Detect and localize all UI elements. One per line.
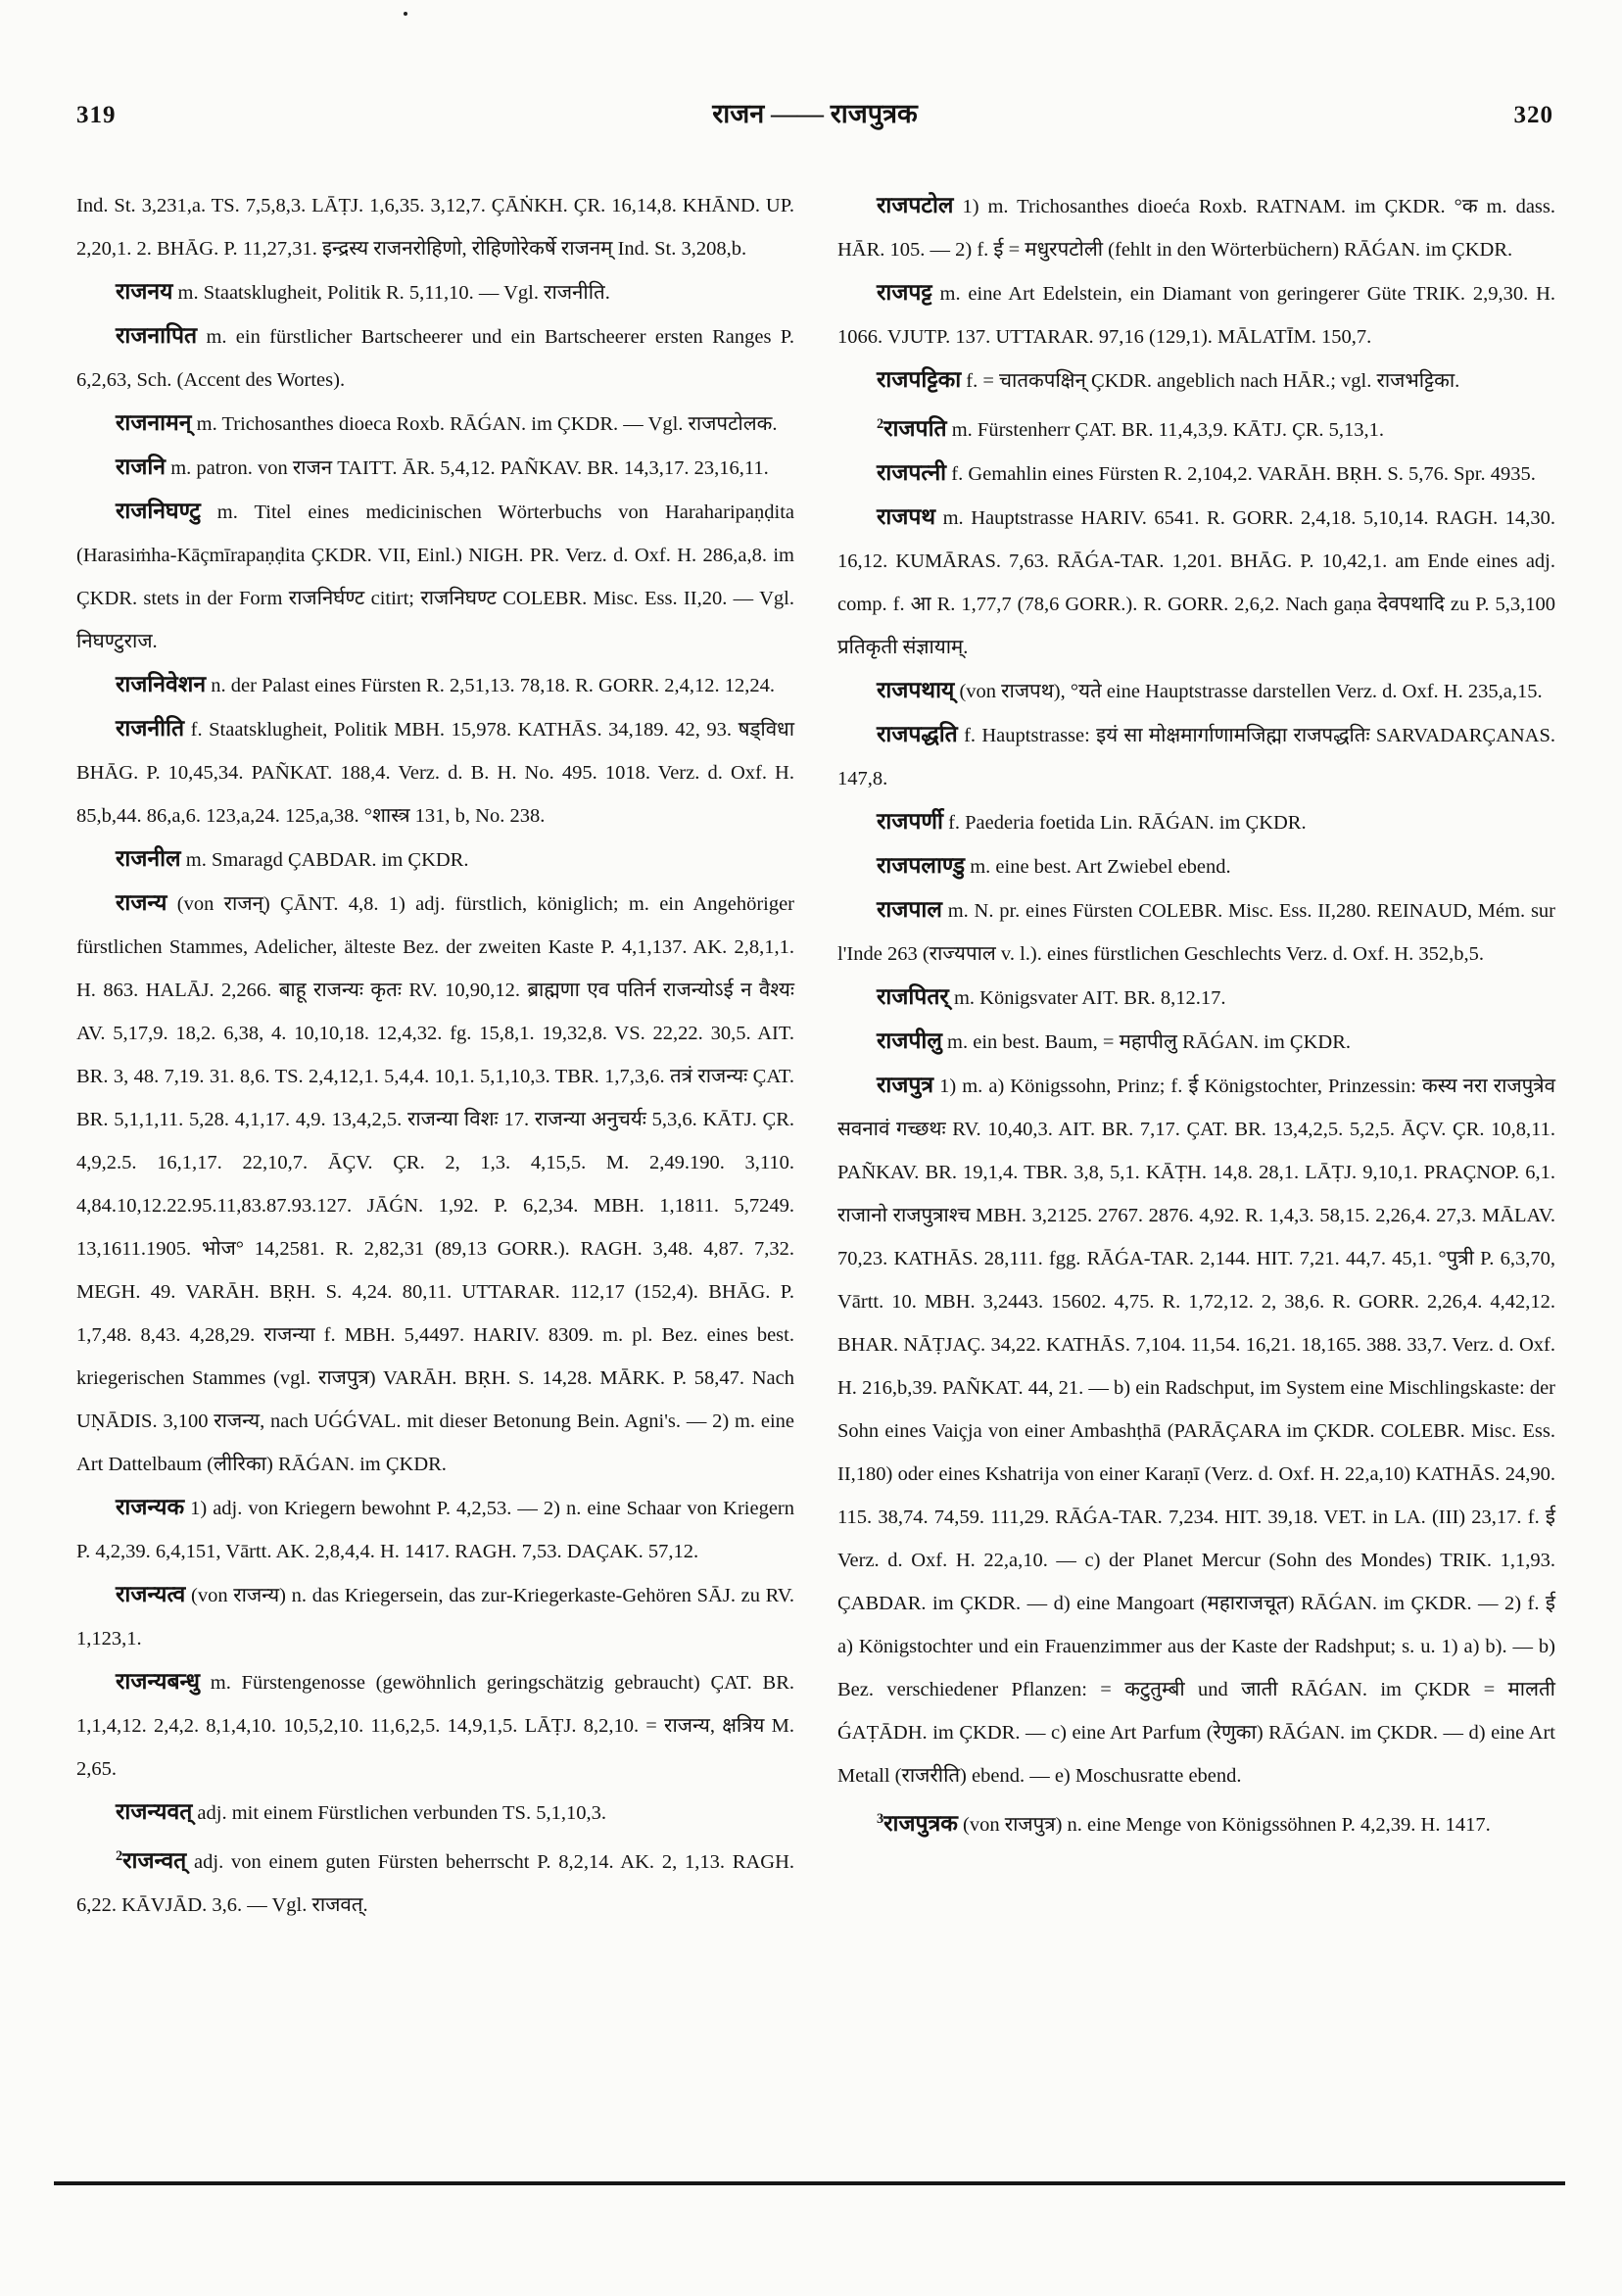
entry-body: adj. mit einem Fürstlichen verbunden TS. 5,1,10,3. (197, 1802, 606, 1824)
homonym-number: 3 (877, 1810, 884, 1827)
entry-headword: राजपट्ट (877, 280, 932, 305)
dictionary-entry (837, 403, 1555, 452)
entry-headword: राजनीति (116, 716, 185, 741)
dictionary-entry (837, 1797, 1555, 1846)
dictionary-entry (837, 669, 1555, 713)
entry-body: 1) m. a) Königssohn, Prinz; f. ई Königstochter, Prinzessin: कस्य नरा राजपुत्रेव सवनावं गच्छथः RV. 10,40,3. AIT. BR. 7,17. ÇAT. BR. 13,4,2,5. 5,2,5. ĀÇV. ÇR. 10,8,11. PAÑKAV. BR. 19,1,4. TBR. 3,8, 5,1. KĀṬH. 14,8. 28,1. LĀṬJ. 9,10,1. PRAÇNOP. 6,1. राजानो राजपुत्राश्च MBH. 3,2125. 2767. 2876. 4,92. R. 1,4,3. 58,15. 2,26,4. 27,3. MĀLAV. 70,23. KATHĀS. 28,111. fgg. RĀǴA-TAR. 2,144. HIT. 7,21. 44,7. 45,1. °पुत्री P. 6,3,70, Vārtt. 10. MBH. 3,2443. 15602. 4,75. R. 1,72,12. 2, 38,6. R. GORR. 2,26,4. 4,42,12. BHAR. NĀṬJAÇ. 34,22. KATHĀS. 7,104. 11,54. 16,21. 18,165. 388. 33,7. Verz. d. Oxf. H. 216,b,39. PAÑKAT. 44, 21. — b) ein Radschput, im System eine Mischlingskaste: der Sohn eines Vaiçja von einer Ambashṭhā (PARĀÇARA im ÇKDR. COLEBR. Misc. Ess. II,180) oder eines Kshatrija von einer Karaṇī (Verz. d. Oxf. H. 22,a,10) KATHĀS. 24,90. 115. 38,74. 74,59. 111,29. RĀǴA-TAR. 7,234. HIT. 39,18. VET. in LA. (III) 23,17. f. ई Verz. d. Oxf. H. 22,a,10. — c) der Planet Mercur (Sohn des Mondes) TRIK. 1,1,93. ÇABDAR. im ÇKDR. — d) eine Mangoart (महाराजचूत) RĀǴAN. im ÇKDR. — 2) f. ई a) Königstochter und ein Frauenzimmer aus der Kaste der Radshput; s. u. 1) a) b). — b) Bez. verschiedener Pflanzen: = कटुतुम्बी und जाती RĀǴAN. im ÇKDR = मालती ǴAṬĀDH. im ÇKDR. — c) eine Art Parfum (रेणुका) RĀǴAN. im ÇKDR. — d) eine Art Metall (राजरीति) ebend. — e) Moschusratte ebend. (837, 1075, 1556, 1787)
entry-body: (von राजन्य) n. das Kriegersein, das zur-Kriegerkaste-Gehören SĀJ. zu RV. 1,123,1. (76, 1585, 795, 1650)
bottom-rule (54, 2181, 1565, 2185)
dictionary-entry (76, 1573, 794, 1660)
entry-headword: राजपीलु (877, 1028, 942, 1053)
left-column (76, 184, 794, 1927)
entry-body: m. Titel eines medicinischen Wörterbuchs von Haraharipaṇḍita (Harasiṁha-Kāçmīrapaṇḍita ÇKDR. VII, Einl.) NIGH. PR. Verz. d. Oxf. H. 286,a,8. im ÇKDR. stets in der Form राजनिर्घण्ट citirt; राजनिघण्ट COLEBR. Misc. Ess. II,20. — Vgl. निघण्टुराज. (76, 502, 794, 652)
entry-headword: राजनि (116, 454, 167, 479)
entry-body: (von राजपुत्र) n. eine Menge von Königssöhnen P. 4,2,39. H. 1417. (963, 1813, 1491, 1836)
entry-headword: राजन्यबन्धु (116, 1669, 201, 1694)
dictionary-entry (76, 882, 794, 1486)
entry-body: (von राजन्) ÇĀNT. 4,8. 1) adj. fürstlich, königlich; m. ein Angehöriger fürstlichen Stammes, Adelicher, älteste Bez. der zweiten Kaste P. 4,1,137. AK. 2,8,1,1. H. 863. HALĀJ. 2,266. बाहू राजन्यः कृतः RV. 10,90,12. ब्राह्मणा एव पतिर्न राजन्योऽई न वैश्यः AV. 5,17,9. 18,2. 6,38, 4. 10,10,18. 12,4,32. fg. 15,8,1. 19,32,8. VS. 22,22. 30,5. AIT. BR. 3, 48. 7,19. 31. 8,6. TS. 2,4,12,1. 5,4,4. 10,1. 5,1,10,3. TBR. 1,7,3,6. तत्रं राजन्यः ÇAT. BR. 5,1,1,11. 5,28. 4,1,17. 4,9. 13,4,2,5. राजन्या विशः 17. राजन्या अनुचर्यः 5,3,6. KĀTJ. ÇR. 4,9,2.5. 16,1,17. 22,10,7. ĀÇV. ÇR. 2, 1,3. 4,15,5. M. 2,49.190. 3,110. 4,84.10,12.22.95.11,83.87.93.127. JĀǴN. 1,92. P. 6,2,34. MBH. 1,1811. 5,7249. 13,1611.1905. भोज° 14,2581. R. 2,82,31 (89,13 GORR.). RAGH. 3,48. 4,87. 7,32. MEGH. 49. VARĀH. BṚH. S. 4,24. 80,11. UTTARAR. 112,17 (152,4). BHĀG. P. 1,7,48. 8,43. 4,28,29. राजन्या f. MBH. 5,4497. HARIV. 8309. m. pl. Bez. eines best. kriegerischen Stammes (vgl. राजपुत्र) VARĀH. BṚH. S. 14,28. MĀRK. P. 58,47. Nach UṆĀDIS. 3,100 राजन्य, nach UǴǴVAL. mit dieser Betonung Bein. Agni's. — 2) m. eine Art Dattelbaum (लीरिका) RĀǴAN. im ÇKDR. (76, 893, 795, 1475)
entry-body: m. eine Art Edelstein, ein Diamant von geringerer Güte TRIK. 2,9,30. H. 1066. VJUTP. 137. UTTARAR. 97,16 (129,1). MĀLATĪM. 150,7. (837, 283, 1555, 348)
entry-body: m. Fürstengenosse (gewöhnlich geringschätzig gebraucht) ÇAT. BR. 1,1,4,12. 2,4,2. 8,1,4,10. 10,5,2,10. 11,6,2,5. 14,9,1,5. LĀṬJ. 8,2,10. = राजन्य, क्षत्रिय M. 2,65. (76, 1672, 794, 1780)
dictionary-entry (76, 402, 794, 446)
left-page-number: 319 (76, 102, 117, 128)
entry-body: 1) adj. von Kriegern bewohnt P. 4,2,53. — 2) n. eine Schaar von Kriegern P. 4,2,39. 6,4,151, Vārtt. AK. 2,8,4,4. H. 1417. RAGH. 7,53. DAÇAK. 57,12. (76, 1498, 795, 1562)
entry-body: adj. von einem guten Fürsten beherrscht P. 8,2,14. AK. 2, 1,13. RAGH. 6,22. KĀVJĀD. 3,6. — Vgl. राजवत्. (76, 1850, 794, 1916)
dictionary-entry (837, 1020, 1555, 1064)
entry-headword: राजपत्नी (877, 459, 947, 485)
dictionary-entry (837, 271, 1555, 359)
running-title: राजन —— राजपुत्रक (712, 99, 918, 128)
entry-headword: राजनापित (116, 323, 198, 348)
dictionary-entry (837, 800, 1555, 844)
entry-headword: राजपद्धति (877, 721, 958, 746)
entry-headword: राजपट्टिका (877, 367, 962, 392)
dictionary-entry (76, 837, 794, 882)
dictionary-entry (76, 184, 794, 270)
entry-headword: राजपाल (877, 896, 942, 922)
entry-body: m. Trichosanthes dioeca Roxb. RĀǴAN. im ÇKDR. — Vgl. राजपटोलक. (196, 413, 778, 435)
entry-headword: राजपथाय् (877, 677, 955, 702)
entry-headword: राजनामन् (116, 410, 192, 435)
entry-headword: राजपुत्रक (883, 1810, 958, 1836)
dictionary-entry (76, 1791, 794, 1835)
page-header (76, 94, 1553, 130)
entry-body: f. Staatsklugheit, Politik MBH. 15,978. KATHĀS. 34,189. 42, 93. षड्विधा BHĀG. P. 10,45,34. PAÑKAT. 188,4. Verz. d. B. H. No. 495. 1018. Verz. d. Oxf. H. 85,b,44. 86,a,6. 123,a,24. 125,a,38. °शास्त्र 131, b, No. 238. (76, 719, 795, 827)
entry-headword: राजनय (116, 279, 173, 304)
entry-body: 1) m. Trichosanthes dioeća Roxb. RATNAM. im ÇKDR. °क m. dass. HĀR. 105. — 2) f. ई = मधुरपटोली (fehlt in den Wörterbüchern) RĀǴAN. im ÇKDR. (837, 196, 1555, 261)
entry-body: m. Hauptstrasse HARIV. 6541. R. GORR. 2,4,18. 5,10,14. RAGH. 14,30. 16,12. KUMĀRAS. 7,63. RĀǴA-TAR. 1,201. BHĀG. P. 10,42,1. am Ende eines adj. comp. f. आ R. 1,77,7 (78,6 GORR.). R. GORR. 2,6,2. Nach gaṇa देवपथादि zu P. 5,3,100 प्रतिकृती संज्ञायाम्. (837, 506, 1556, 658)
entry-body: m. ein fürstlicher Bartscheerer und ein Bartscheerer ersten Ranges P. 6,2,63, Sch. (Accent des Wortes). (76, 326, 794, 391)
entry-headword: राजन्य (116, 890, 167, 915)
entry-headword: राजन्वत् (122, 1847, 187, 1873)
entry-body: n. der Palast eines Fürsten R. 2,51,13. 78,18. R. GORR. 2,4,12. 12,24. (211, 675, 775, 696)
entry-body: m. Fürstenherr ÇAT. BR. 11,4,3,9. KĀTJ. ÇR. 5,13,1. (951, 418, 1385, 441)
dictionary-entry (76, 270, 794, 314)
text-columns (76, 184, 1555, 1927)
dictionary-entry (837, 976, 1555, 1020)
entry-headword: राजन्यत्व (116, 1582, 186, 1606)
entry-body: f. Gemahlin eines Fürsten R. 2,104,2. VARĀH. BṚH. S. 5,76. Spr. 4935. (951, 462, 1536, 485)
dictionary-entry (837, 1064, 1555, 1797)
entry-headword: राजपथ (877, 503, 936, 529)
entry-headword: राजपटोल (877, 193, 954, 217)
entry-body: (von राजपथ), °यते eine Hauptstrasse darstellen Verz. d. Oxf. H. 235,a,15. (959, 680, 1543, 702)
scan-speck (404, 12, 407, 16)
entry-headword: राजपुत्र (877, 1072, 934, 1097)
dictionary-entry (76, 1835, 794, 1927)
entry-body: m. Königsvater AIT. BR. 8,12.17. (953, 986, 1226, 1009)
dictionary-entry (837, 496, 1555, 669)
entry-body: m. ein best. Baum, = महापीलु RĀǴAN. im ÇKDR. (947, 1030, 1352, 1053)
dictionary-entry (837, 359, 1555, 403)
entry-headword: राजन्यक (116, 1495, 185, 1519)
dictionary-entry (76, 1660, 794, 1791)
entry-headword: राजपितर् (877, 983, 949, 1009)
entry-headword: राजपर्णी (877, 808, 943, 834)
entry-headword: राजनिघण्टु (116, 499, 201, 523)
entry-body: m. Smaragd ÇABDAR. im ÇKDR. (185, 849, 469, 871)
entry-headword: राजपलाण्डु (877, 852, 966, 878)
dictionary-entry (76, 490, 794, 663)
entry-body: f. = चातकपक्षिन् ÇKDR. angeblich nach HĀR.; vgl. राजभट्टिका. (966, 370, 1460, 392)
dictionary-entry (837, 844, 1555, 888)
dictionary-entry (837, 713, 1555, 800)
entry-body: Ind. St. 3,231,a. TS. 7,5,8,3. LĀṬJ. 1,6,35. 3,12,7. ÇĀṄKH. ÇR. 16,14,8. KHĀND. UP. 2,20,1. 2. BHĀG. P. 11,27,31. इन्द्रस्य राजनरोहिणो, रोहिणोरेकर्षे राजनम् Ind. St. 3,208,b. (76, 195, 794, 260)
dictionary-entry (76, 1486, 794, 1573)
entry-headword: राजपति (883, 415, 947, 441)
entry-body: f. Paederia foetida Lin. RĀǴAN. im ÇKDR. (948, 811, 1307, 834)
entry-body: f. Hauptstrasse: इयं सा मोक्षमार्गाणामजिह्मा राजपद्धतिः SARVADARÇANAS. 147,8. (837, 724, 1556, 789)
entry-headword: राजनिवेशन (116, 672, 207, 696)
right-column (837, 184, 1555, 1927)
entry-body: m. eine best. Art Zwiebel ebend. (970, 855, 1231, 878)
dictionary-entry (837, 452, 1555, 496)
right-page-number: 320 (1513, 102, 1553, 128)
entry-body: m. patron. von राजन TAITT. ĀR. 5,4,12. PAÑKAV. BR. 14,3,17. 23,16,11. (170, 457, 769, 479)
dictionary-entry (76, 446, 794, 490)
dictionary-entry (837, 184, 1555, 271)
entry-headword: राजन्यवत् (116, 1799, 193, 1824)
dictionary-entry (76, 707, 794, 837)
dictionary-entry (76, 663, 794, 707)
entry-headword: राजनील (116, 846, 181, 871)
entry-body: m. Staatsklugheit, Politik R. 5,11,10. — Vgl. राजनीति. (177, 282, 610, 304)
entry-body: m. N. pr. eines Fürsten COLEBR. Misc. Ess. II,280. REINAUD, Mém. sur l'Inde 263 (राज्यपाल v. l.). eines fürstlichen Geschlechts Verz. d. Oxf. H. 352,b,5. (837, 899, 1555, 965)
dictionary-entry (76, 314, 794, 402)
homonym-number: 2 (116, 1848, 123, 1864)
homonym-number: 2 (877, 416, 884, 432)
dictionary-entry (837, 888, 1555, 976)
